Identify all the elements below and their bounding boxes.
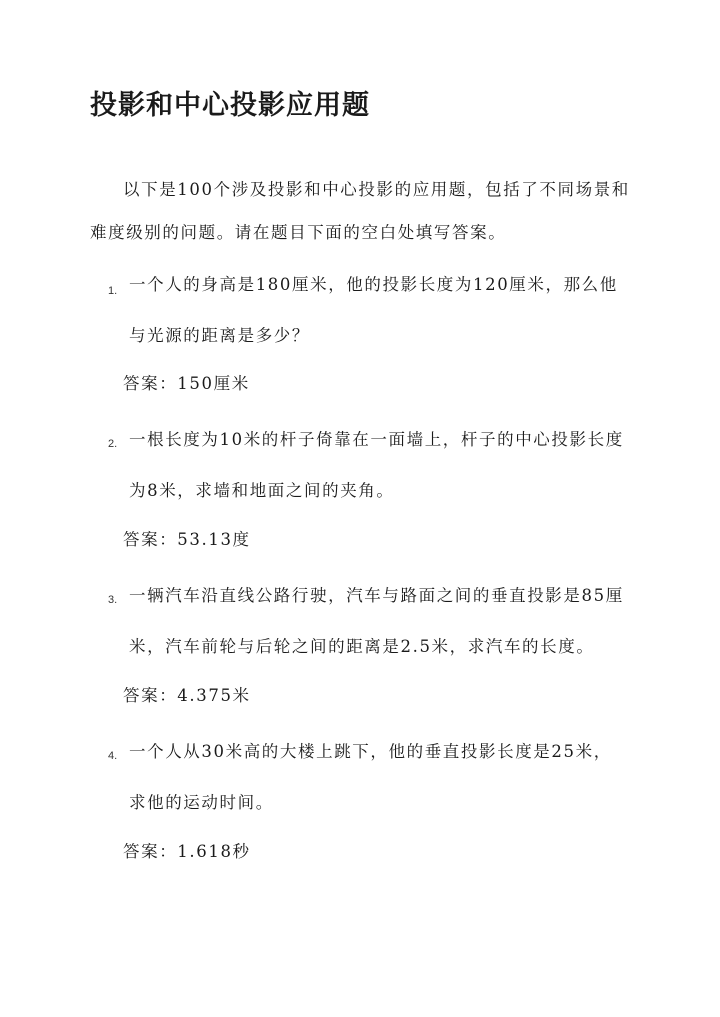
question-text: 一个人从30米高的大楼上跳下，他的垂直投影长度是25米，求他的运动时间。 (129, 742, 612, 812)
question-text: 一根长度为10米的杆子倚靠在一面墙上，杆子的中心投影长度为8米，求墙和地面之间的夹角。 (129, 430, 624, 500)
question-text: 一个人的身高是180厘米，他的投影长度为120厘米，那么他与光源的距离是多少？ (129, 275, 618, 345)
document-title: 投影和中心投影应用题 (90, 90, 370, 121)
question-text: 一辆汽车沿直线公路行驶，汽车与路面之间的垂直投影是85厘米，汽车前轮与后轮之间的距离是2.5米，求汽车的长度。 (129, 586, 624, 656)
answer-text: 答案：4.375米 (123, 686, 251, 705)
answer-text: 答案：53.13度 (123, 530, 251, 549)
answer-text: 答案：1.618秒 (123, 842, 251, 861)
answer-text: 答案：150厘米 (123, 374, 250, 393)
question-number: 3. (108, 594, 118, 606)
question-number: 4. (108, 750, 118, 762)
intro-paragraph: 以下是100个涉及投影和中心投影的应用题，包括了不同场景和难度级别的问题。请在题目下面的空白处填写答案。 (90, 180, 630, 242)
question-number: 1. (108, 285, 118, 297)
question-number: 2. (108, 438, 118, 450)
